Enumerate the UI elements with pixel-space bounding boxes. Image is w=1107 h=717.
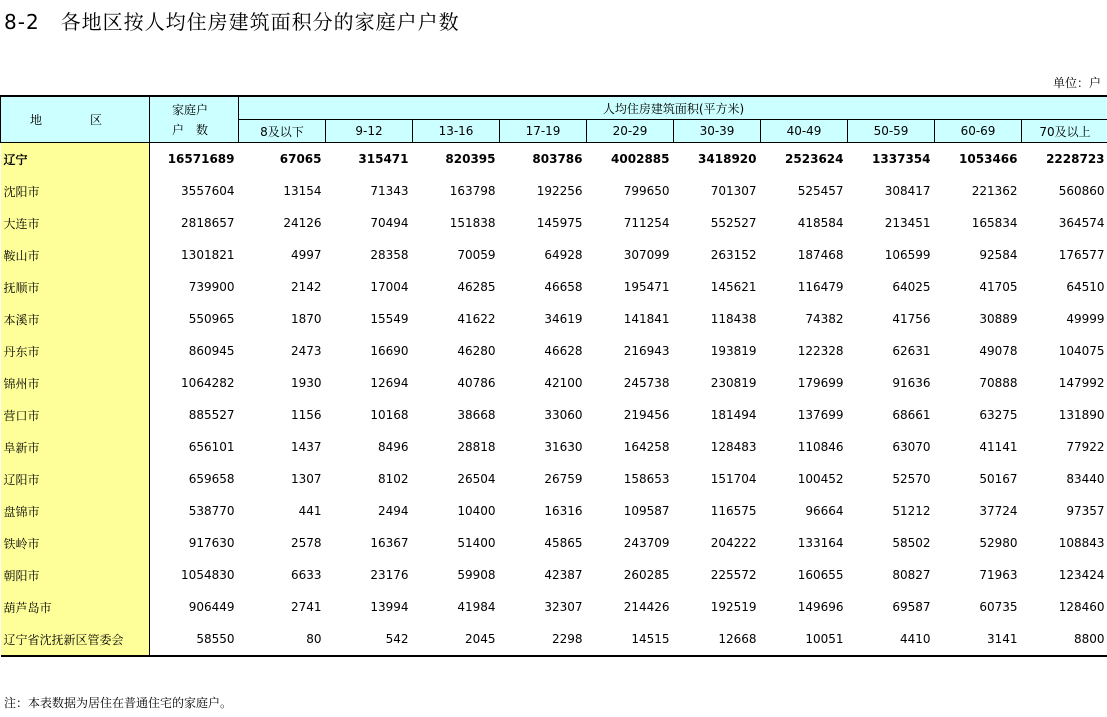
- value-cell: 64510: [1066, 280, 1105, 294]
- bin-header: 20-29: [587, 120, 674, 143]
- value-cell: 2298: [500, 623, 587, 656]
- value-cell: 83440: [1066, 472, 1105, 486]
- value-cell: 58502: [892, 536, 931, 550]
- value-cell: 16690: [370, 344, 409, 358]
- value-cell: 2578: [290, 536, 322, 550]
- region-cell: 朝阳市: [1, 559, 150, 591]
- value-cell: 71963: [979, 568, 1018, 582]
- bin-header: 8及以下: [239, 120, 326, 143]
- table-row: [1, 239, 1107, 271]
- value-cell: 91636: [892, 376, 931, 390]
- value-cell: 2473: [290, 344, 322, 358]
- value-cell: 26504: [457, 472, 496, 486]
- value-cell: 8496: [377, 440, 409, 454]
- value-cell: 245738: [623, 376, 670, 390]
- value-cell: 195471: [623, 280, 670, 294]
- total-cell: 550965: [188, 312, 235, 326]
- value-cell: 260285: [623, 568, 670, 582]
- value-cell: 52980: [979, 536, 1018, 550]
- region-cell: 辽宁: [1, 143, 150, 176]
- region-cell: 营口市: [1, 399, 150, 431]
- value-cell: 16316: [544, 504, 583, 518]
- total-cell: 656101: [188, 440, 235, 454]
- value-cell: 3141: [935, 623, 1022, 656]
- value-cell: 8800: [1022, 623, 1107, 656]
- unit-label: 单位：户: [1052, 76, 1101, 90]
- region-cell: 大连市: [1, 207, 150, 239]
- table-row: [1, 175, 1107, 207]
- bin-header: 70及以上: [1022, 120, 1107, 143]
- value-cell: 92584: [979, 248, 1018, 262]
- region-cell: 抚顺市: [1, 271, 150, 303]
- value-cell: 63070: [892, 440, 931, 454]
- value-cell: 62631: [892, 344, 931, 358]
- value-cell: 116479: [797, 280, 844, 294]
- value-cell: 418584: [797, 216, 844, 230]
- value-cell: 64928: [544, 248, 583, 262]
- value-cell: 243709: [623, 536, 670, 550]
- value-cell: 46658: [544, 280, 583, 294]
- value-cell: 28818: [457, 440, 496, 454]
- value-cell: 187468: [797, 248, 844, 262]
- value-cell: 542: [326, 623, 413, 656]
- table-row: [1, 495, 1107, 527]
- value-cell: 49999: [1066, 312, 1105, 326]
- bin-header: 30-39: [674, 120, 761, 143]
- region-cell: 盘锦市: [1, 495, 150, 527]
- value-cell: 10168: [370, 408, 409, 422]
- total-cell: 739900: [188, 280, 235, 294]
- value-cell: 803786: [532, 152, 583, 166]
- total-cell: 885527: [188, 408, 235, 422]
- value-cell: 64025: [892, 280, 931, 294]
- value-cell: 308417: [884, 184, 931, 198]
- value-cell: 216943: [623, 344, 670, 358]
- value-cell: 128460: [1058, 600, 1105, 614]
- value-cell: 230819: [710, 376, 757, 390]
- total-cell: 860945: [188, 344, 235, 358]
- value-cell: 15549: [370, 312, 409, 326]
- value-cell: 51212: [892, 504, 931, 518]
- value-cell: 1437: [290, 440, 322, 454]
- value-cell: 26759: [544, 472, 583, 486]
- value-cell: 45865: [544, 536, 583, 550]
- value-cell: 122328: [797, 344, 844, 358]
- value-cell: 1307: [290, 472, 322, 486]
- total-cell: 3557604: [181, 184, 235, 198]
- value-cell: 40786: [457, 376, 496, 390]
- region-cell: 辽宁省沈抚新区管委会: [1, 623, 150, 656]
- value-cell: 16367: [370, 536, 409, 550]
- value-cell: 17004: [370, 280, 409, 294]
- value-cell: 1870: [290, 312, 322, 326]
- value-cell: 32307: [544, 600, 583, 614]
- region-cell: 本溪市: [1, 303, 150, 335]
- value-cell: 51400: [457, 536, 496, 550]
- value-cell: 41756: [892, 312, 931, 326]
- value-cell: 560860: [1058, 184, 1105, 198]
- bin-header: 13-16: [413, 120, 500, 143]
- value-cell: 176577: [1058, 248, 1105, 262]
- total-header: [150, 96, 239, 143]
- value-cell: 1053466: [959, 152, 1018, 166]
- value-cell: 106599: [884, 248, 931, 262]
- value-cell: 263152: [710, 248, 757, 262]
- value-cell: 14515: [587, 623, 674, 656]
- value-cell: 70494: [370, 216, 409, 230]
- value-cell: 116575: [710, 504, 757, 518]
- value-cell: 2523624: [785, 152, 844, 166]
- total-header-line2: 户 数: [172, 122, 209, 137]
- value-cell: 133164: [797, 536, 844, 550]
- value-cell: 1930: [290, 376, 322, 390]
- table-row: [1, 463, 1107, 495]
- value-cell: 10051: [761, 623, 848, 656]
- value-cell: 49078: [979, 344, 1018, 358]
- value-cell: 149696: [797, 600, 844, 614]
- value-cell: 2494: [377, 504, 409, 518]
- value-cell: 165834: [971, 216, 1018, 230]
- value-cell: 13154: [283, 184, 322, 198]
- value-cell: 158653: [623, 472, 670, 486]
- value-cell: 50167: [979, 472, 1018, 486]
- value-cell: 13994: [370, 600, 409, 614]
- total-cell: 906449: [188, 600, 235, 614]
- value-cell: 2045: [413, 623, 500, 656]
- footnote: 注：本表数据为居住在普通住宅的家庭户。: [4, 696, 233, 710]
- table-row: [1, 367, 1107, 399]
- region-cell: 铁岭市: [1, 527, 150, 559]
- data-table: [0, 95, 1107, 657]
- value-cell: 204222: [710, 536, 757, 550]
- table-row: [1, 303, 1107, 335]
- value-cell: 118438: [710, 312, 757, 326]
- value-cell: 2741: [290, 600, 322, 614]
- bin-header: 50-59: [848, 120, 935, 143]
- value-cell: 97357: [1066, 504, 1105, 518]
- table-row: [1, 143, 1107, 176]
- value-cell: 100452: [797, 472, 844, 486]
- bin-header: 17-19: [500, 120, 587, 143]
- value-cell: 59908: [457, 568, 496, 582]
- area-group-header: 人均住房建筑面积(平方米): [239, 96, 1107, 120]
- value-cell: 4002885: [611, 152, 670, 166]
- value-cell: 3418920: [698, 152, 757, 166]
- value-cell: 46628: [544, 344, 583, 358]
- value-cell: 41622: [457, 312, 496, 326]
- value-cell: 24126: [283, 216, 322, 230]
- value-cell: 192519: [710, 600, 757, 614]
- table-row: [1, 207, 1107, 239]
- value-cell: 4997: [290, 248, 322, 262]
- value-cell: 41705: [979, 280, 1018, 294]
- value-cell: 192256: [536, 184, 583, 198]
- value-cell: 193819: [710, 344, 757, 358]
- value-cell: 42100: [544, 376, 583, 390]
- table-row: [1, 335, 1107, 367]
- value-cell: 441: [298, 504, 322, 518]
- value-cell: 820395: [445, 152, 496, 166]
- value-cell: 137699: [797, 408, 844, 422]
- value-cell: 80827: [892, 568, 931, 582]
- table-row: [1, 527, 1107, 559]
- value-cell: 34619: [544, 312, 583, 326]
- value-cell: 38668: [457, 408, 496, 422]
- value-cell: 221362: [971, 184, 1018, 198]
- value-cell: 141841: [623, 312, 670, 326]
- region-cell: 鞍山市: [1, 239, 150, 271]
- value-cell: 8102: [377, 472, 409, 486]
- value-cell: 225572: [710, 568, 757, 582]
- table-row: [1, 399, 1107, 431]
- value-cell: 77922: [1066, 440, 1105, 454]
- region-cell: 阜新市: [1, 431, 150, 463]
- value-cell: 74382: [805, 312, 844, 326]
- table-row: [1, 591, 1107, 623]
- value-cell: 147992: [1058, 376, 1105, 390]
- value-cell: 42387: [544, 568, 583, 582]
- value-cell: 96664: [805, 504, 844, 518]
- value-cell: 163798: [449, 184, 496, 198]
- region-cell: 沈阳市: [1, 175, 150, 207]
- region-cell: 辽阳市: [1, 463, 150, 495]
- value-cell: 2142: [290, 280, 322, 294]
- value-cell: 128483: [710, 440, 757, 454]
- value-cell: 307099: [623, 248, 670, 262]
- value-cell: 315471: [358, 152, 409, 166]
- value-cell: 219456: [623, 408, 670, 422]
- bin-header: 60-69: [935, 120, 1022, 143]
- total-cell: 58550: [150, 623, 239, 656]
- value-cell: 151704: [710, 472, 757, 486]
- value-cell: 67065: [279, 152, 322, 166]
- value-cell: 46280: [457, 344, 496, 358]
- value-cell: 181494: [710, 408, 757, 422]
- value-cell: 123424: [1058, 568, 1105, 582]
- value-cell: 63275: [979, 408, 1018, 422]
- total-header-line1: 家庭户: [172, 102, 209, 117]
- value-cell: 1156: [290, 408, 322, 422]
- value-cell: 28358: [370, 248, 409, 262]
- value-cell: 104075: [1058, 344, 1105, 358]
- value-cell: 525457: [797, 184, 844, 198]
- value-cell: 69587: [892, 600, 931, 614]
- total-cell: 659658: [188, 472, 235, 486]
- bin-header: 40-49: [761, 120, 848, 143]
- table-row: [1, 271, 1107, 303]
- value-cell: 30889: [979, 312, 1018, 326]
- value-cell: 4410: [848, 623, 935, 656]
- value-cell: 71343: [370, 184, 409, 198]
- value-cell: 37724: [979, 504, 1018, 518]
- bin-header: 9-12: [326, 120, 413, 143]
- table-row: [1, 623, 1107, 656]
- value-cell: 41141: [979, 440, 1018, 454]
- value-cell: 145621: [710, 280, 757, 294]
- value-cell: 2228723: [1046, 152, 1105, 166]
- table-body: [1, 143, 1107, 657]
- value-cell: 364574: [1058, 216, 1105, 230]
- table-row: [1, 559, 1107, 591]
- value-cell: 131890: [1058, 408, 1105, 422]
- value-cell: 160655: [797, 568, 844, 582]
- value-cell: 33060: [544, 408, 583, 422]
- value-cell: 701307: [710, 184, 757, 198]
- total-cell: 1054830: [181, 568, 235, 582]
- region-header: 地 区: [1, 96, 150, 143]
- value-cell: 10400: [457, 504, 496, 518]
- value-cell: 799650: [623, 184, 670, 198]
- total-cell: 917630: [188, 536, 235, 550]
- total-cell: 538770: [188, 504, 235, 518]
- total-cell: 16571689: [167, 152, 235, 166]
- value-cell: 70059: [457, 248, 496, 262]
- table-row: [1, 431, 1107, 463]
- value-cell: 31630: [544, 440, 583, 454]
- value-cell: 12694: [370, 376, 409, 390]
- value-cell: 60735: [979, 600, 1018, 614]
- value-cell: 1337354: [872, 152, 931, 166]
- total-cell: 1064282: [181, 376, 235, 390]
- value-cell: 108843: [1058, 536, 1105, 550]
- value-cell: 52570: [892, 472, 931, 486]
- value-cell: 68661: [892, 408, 931, 422]
- value-cell: 70888: [979, 376, 1018, 390]
- value-cell: 711254: [623, 216, 670, 230]
- region-cell: 葫芦岛市: [1, 591, 150, 623]
- total-cell: 1301821: [181, 248, 235, 262]
- total-cell: 2818657: [181, 216, 235, 230]
- page-title: 8-2 各地区按人均住房建筑面积分的家庭户户数: [4, 10, 460, 34]
- value-cell: 213451: [884, 216, 931, 230]
- value-cell: 145975: [536, 216, 583, 230]
- value-cell: 151838: [449, 216, 496, 230]
- value-cell: 6633: [290, 568, 322, 582]
- value-cell: 41984: [457, 600, 496, 614]
- value-cell: 110846: [797, 440, 844, 454]
- value-cell: 164258: [623, 440, 670, 454]
- value-cell: 12668: [674, 623, 761, 656]
- value-cell: 109587: [623, 504, 670, 518]
- value-cell: 80: [239, 623, 326, 656]
- region-cell: 丹东市: [1, 335, 150, 367]
- value-cell: 179699: [797, 376, 844, 390]
- value-cell: 214426: [623, 600, 670, 614]
- value-cell: 23176: [370, 568, 409, 582]
- region-cell: 锦州市: [1, 367, 150, 399]
- value-cell: 46285: [457, 280, 496, 294]
- value-cell: 552527: [710, 216, 757, 230]
